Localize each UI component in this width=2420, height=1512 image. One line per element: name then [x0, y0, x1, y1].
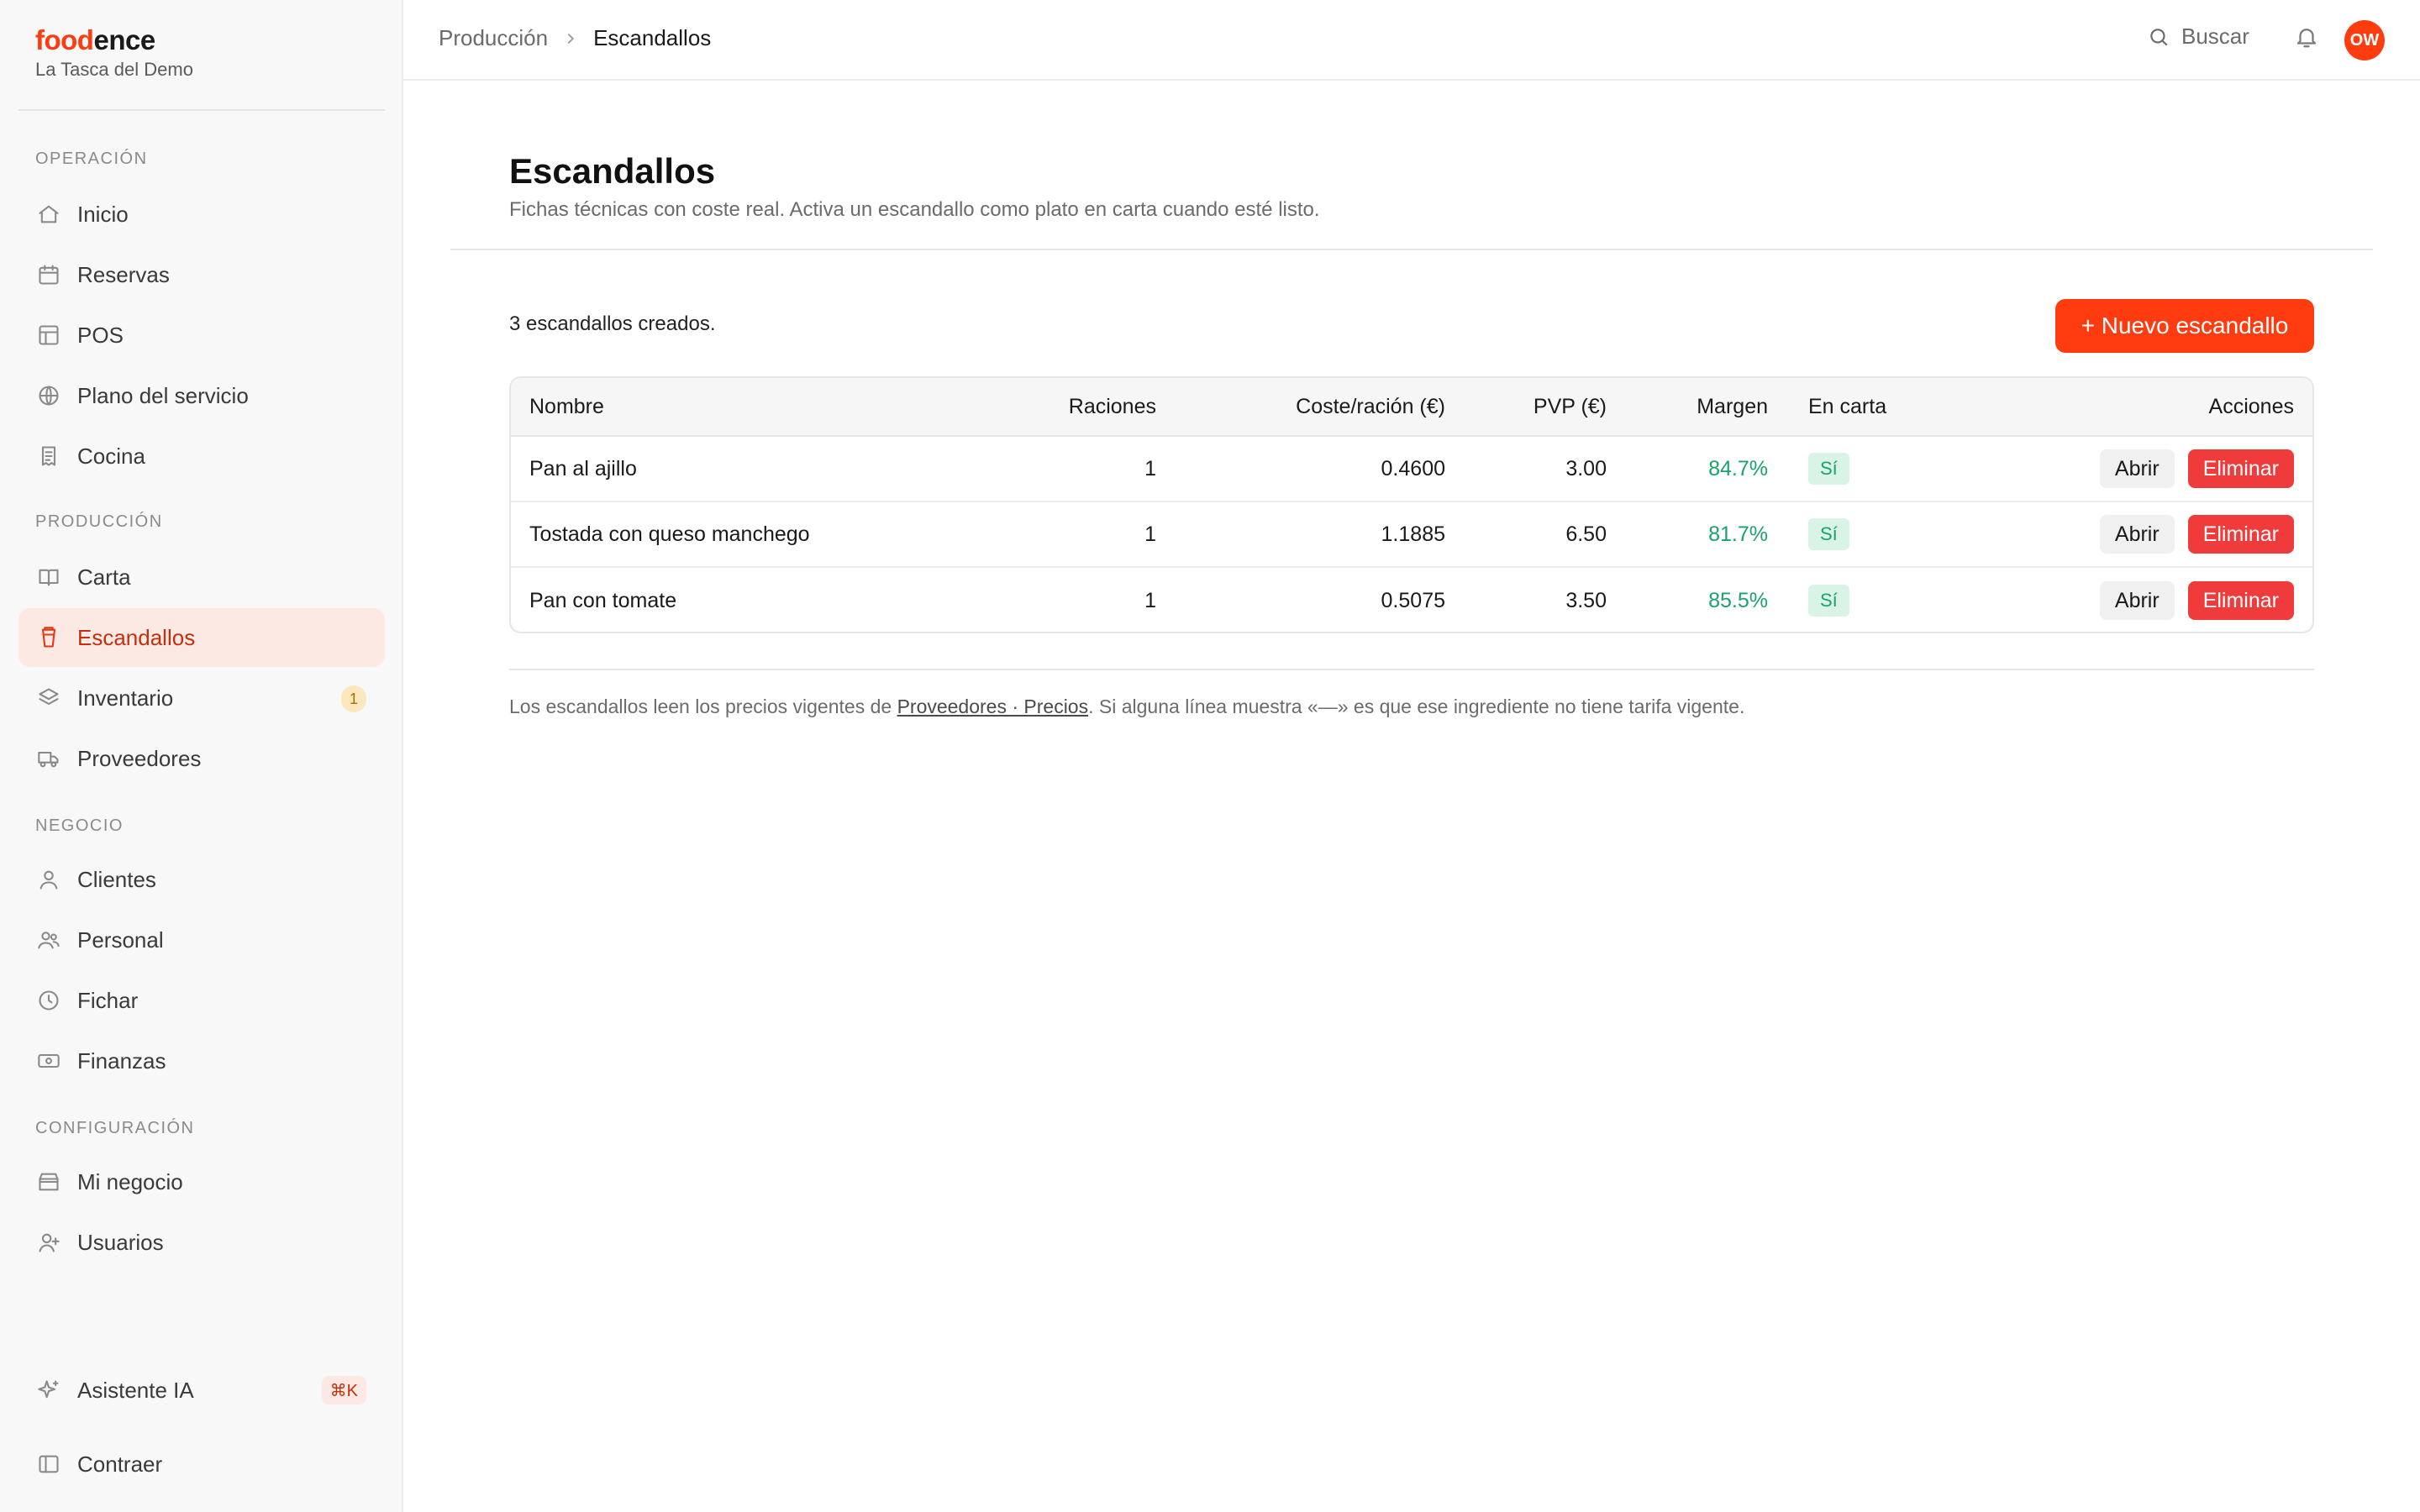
sidebar-item-reservas[interactable]: Reservas [18, 245, 385, 304]
logo: foodence [35, 24, 155, 55]
search-button[interactable] [2148, 24, 2249, 50]
page-subtitle: Fichas técnicas con coste real. Activa un escandallo como plato en carta cuando esté listo. [509, 198, 1320, 221]
row-actions [2100, 437, 2294, 501]
shortcut-badge: ⌘K [322, 1376, 366, 1404]
row-actions [2100, 568, 2294, 633]
header-pvp: PVP (€) [1533, 394, 1607, 418]
row-nombre: Tostada con queso manchego [529, 522, 810, 546]
user-icon [35, 866, 62, 893]
search-label: Buscar [2181, 24, 2249, 49]
header-coste: Coste/ración (€) [1296, 394, 1445, 418]
sparkle-icon [35, 1377, 62, 1404]
footer-note: Los escandallos leen los precios vigentes de Proveedores · Precios. Si alguna línea muestra «—» es que ese ingrediente no tiene tarifa vigente. [509, 696, 1745, 717]
row-margen: 85.5% [1708, 588, 1768, 612]
notifications-button[interactable] [2294, 24, 2321, 54]
header-en-carta: En carta [1808, 394, 1887, 418]
table-row [511, 568, 2312, 633]
row-raciones: 1 [1144, 588, 1156, 612]
delete-button[interactable]: Eliminar [2188, 581, 2294, 620]
row-nombre: Pan al ajillo [529, 456, 637, 480]
search-icon [2148, 26, 2170, 48]
sidebar-item-carta[interactable]: Carta [18, 548, 385, 606]
header-nombre: Nombre [529, 394, 604, 418]
row-en-carta [1808, 568, 1849, 633]
table-row [511, 437, 2312, 502]
sidebar-item-asistente-ia[interactable]: Asistente IA ⌘K [18, 1361, 385, 1420]
recipe-count: 3 escandallos creados. [509, 312, 716, 335]
banknote-icon [35, 1047, 62, 1074]
breadcrumb-current: Escandallos [593, 25, 712, 50]
clock-icon [35, 987, 62, 1014]
topbar [403, 0, 2420, 81]
sidebar-item-cocina[interactable]: Cocina [18, 427, 385, 486]
sidebar-item-escandallos[interactable]: Escandallos [18, 608, 385, 667]
row-en-carta [1808, 437, 1849, 501]
chevron-right-icon [561, 29, 580, 48]
sidebar-item-inicio[interactable]: Inicio [18, 185, 385, 244]
open-button[interactable]: Abrir [2100, 449, 2175, 488]
layout-icon [35, 322, 62, 349]
page-title: Escandallos [509, 151, 716, 191]
status-badge: Sí [1808, 518, 1849, 550]
header-raciones: Raciones [1068, 394, 1156, 418]
store-icon [35, 1168, 62, 1195]
row-margen: 81.7% [1708, 522, 1768, 546]
row-coste: 0.5075 [1381, 588, 1445, 612]
sidebar-item-proveedores[interactable]: Proveedores [18, 729, 385, 788]
tenant-name: La Tasca del Demo [35, 59, 193, 80]
status-badge: Sí [1808, 453, 1849, 485]
row-margen: 84.7% [1708, 456, 1768, 480]
divider [450, 249, 2373, 250]
row-raciones: 1 [1144, 522, 1156, 546]
open-button[interactable]: Abrir [2100, 515, 2175, 554]
sidebar-item-inventario[interactable]: Inventario 1 [18, 669, 385, 727]
sidebar-item-plano[interactable]: Plano del servicio [18, 366, 385, 425]
globe-icon [35, 382, 62, 409]
book-icon [35, 564, 62, 591]
header-margen: Margen [1697, 394, 1768, 418]
sidebar-collapse-button[interactable]: Contraer [18, 1435, 385, 1494]
table-row [511, 502, 2312, 568]
delete-button[interactable]: Eliminar [2188, 449, 2294, 488]
home-icon [35, 201, 62, 228]
sidebar-item-usuarios[interactable]: Usuarios [18, 1213, 385, 1272]
suppliers-prices-link[interactable]: Proveedores · Precios [897, 696, 1089, 717]
cup-icon [35, 624, 62, 651]
recipes-table [509, 376, 2314, 633]
sidebar-toggle-icon [35, 1451, 62, 1478]
divider [18, 109, 385, 111]
delete-button[interactable]: Eliminar [2188, 515, 2294, 554]
table-header [511, 378, 2312, 437]
user-plus-icon [35, 1229, 62, 1256]
sidebar-item-personal[interactable]: Personal [18, 911, 385, 969]
row-pvp: 6.50 [1565, 522, 1607, 546]
section-label-produccion: PRODUCCIÓN [35, 512, 163, 531]
bell-icon [2294, 24, 2319, 50]
brand[interactable] [35, 25, 193, 81]
open-button[interactable]: Abrir [2100, 581, 2175, 620]
sidebar-item-clientes[interactable]: Clientes [18, 850, 385, 909]
sidebar-item-mi-negocio[interactable]: Mi negocio [18, 1152, 385, 1211]
row-nombre: Pan con tomate [529, 588, 677, 612]
row-coste: 1.1885 [1381, 522, 1445, 546]
section-label-operacion: OPERACIÓN [35, 150, 148, 168]
inventory-badge: 1 [341, 685, 366, 712]
sidebar-item-fichar[interactable]: Fichar [18, 971, 385, 1030]
row-actions [2100, 502, 2294, 566]
row-en-carta [1808, 502, 1849, 566]
receipt-icon [35, 443, 62, 470]
section-label-configuracion: CONFIGURACIÓN [35, 1119, 195, 1137]
layers-icon [35, 685, 62, 711]
users-icon [35, 927, 62, 953]
sidebar [0, 0, 403, 1512]
row-raciones: 1 [1144, 456, 1156, 480]
breadcrumb [439, 25, 711, 51]
sidebar-item-pos[interactable]: POS [18, 306, 385, 365]
breadcrumb-parent[interactable]: Producción [439, 25, 549, 50]
row-pvp: 3.50 [1565, 588, 1607, 612]
divider [509, 669, 2314, 670]
row-pvp: 3.00 [1565, 456, 1607, 480]
row-coste: 0.4600 [1381, 456, 1445, 480]
section-label-negocio: NEGOCIO [35, 816, 124, 835]
truck-icon [35, 745, 62, 772]
status-badge: Sí [1808, 585, 1849, 617]
sidebar-item-finanzas[interactable]: Finanzas [18, 1032, 385, 1090]
avatar[interactable]: OW [2344, 20, 2385, 60]
new-recipe-button[interactable]: + Nuevo escandallo [2055, 299, 2314, 353]
calendar-icon [35, 261, 62, 288]
header-acciones: Acciones [2208, 394, 2294, 418]
